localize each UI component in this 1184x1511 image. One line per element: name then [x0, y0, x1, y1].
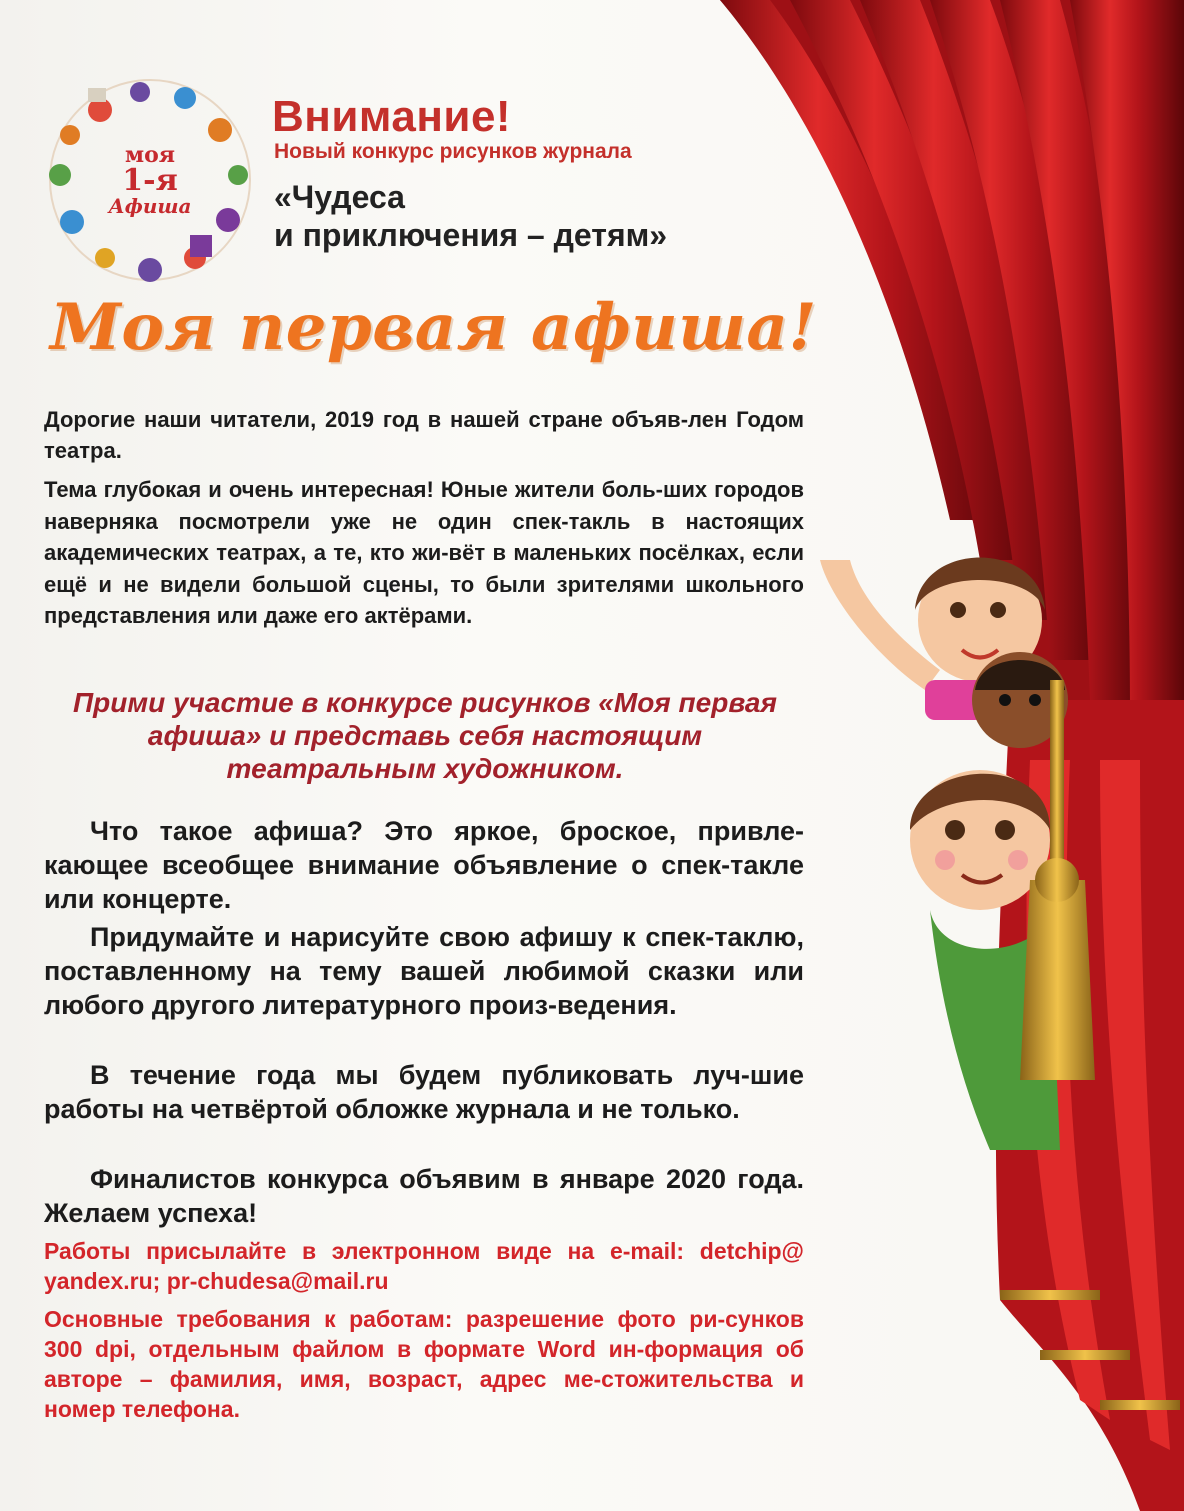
- logo-text: [40, 70, 260, 290]
- theme-paragraph: Тема глубокая и очень интересная! Юные жители боль-ших городов наверняка посмотрели уже не один спек-такль в настоящих академических театрах, а те, кто жи-вёт в маленьких посёлках, если ещё и не видели большой сцены, то были зрителями школьного представления или даже его актёрами.: [44, 477, 804, 628]
- intro-paragraph: Дорогие наши читатели, 2019 год в нашей стране объяв-лен Годом театра.: [44, 407, 804, 463]
- contest-subtitle: Новый конкурс рисунков журнала: [274, 140, 632, 163]
- publish-paragraph: В течение года мы будем публиковать луч-шие работы на четвёртой обложке журнала и не только.: [44, 1060, 804, 1124]
- magazine-name: «Чудеса и приключения – детям»: [274, 179, 668, 253]
- logo-line-2: 1-я: [122, 163, 178, 198]
- draw-poster-paragraph: Придумайте и нарисуйте свою афишу к спек-таклю, поставленному на тему вашей любимой сказки или любого другого литературного произ-ведения.: [44, 922, 804, 1020]
- attention-heading: Внимание!: [272, 92, 512, 141]
- contest-logo: [40, 70, 260, 290]
- callout-text: Прими участие в конкурсе рисунков «Моя первая афиша» и представь себя настоящим театральным художником.: [73, 687, 777, 784]
- requirements-paragraph: Основные требования к работам: разрешение фото ри-сунков 300 dpi, отдельным файлом в формате Word ин-формация об авторе – фамилия, имя, возраст, адрес ме-стожительства и номер телефона.: [44, 1306, 804, 1422]
- logo-line-1: моя: [124, 142, 176, 168]
- main-title: Моя первая афиша!: [50, 290, 817, 365]
- logo-line-3: Афиша: [108, 194, 192, 218]
- what-is-poster-paragraph: Что такое афиша? Это яркое, броское, привле-кающее всеобщее внимание объявление о спек-такле или концерте.: [44, 816, 804, 914]
- theater-curtain-illustration: [700, 0, 1184, 1511]
- email-paragraph: Работы присылайте в электронном виде на e-mail: detchip@ yandex.ru; pr-chudesa@mail.ru: [44, 1238, 804, 1294]
- finalists-paragraph: Финалистов конкурса объявим в январе 2020 года. Желаем успеха!: [44, 1164, 804, 1228]
